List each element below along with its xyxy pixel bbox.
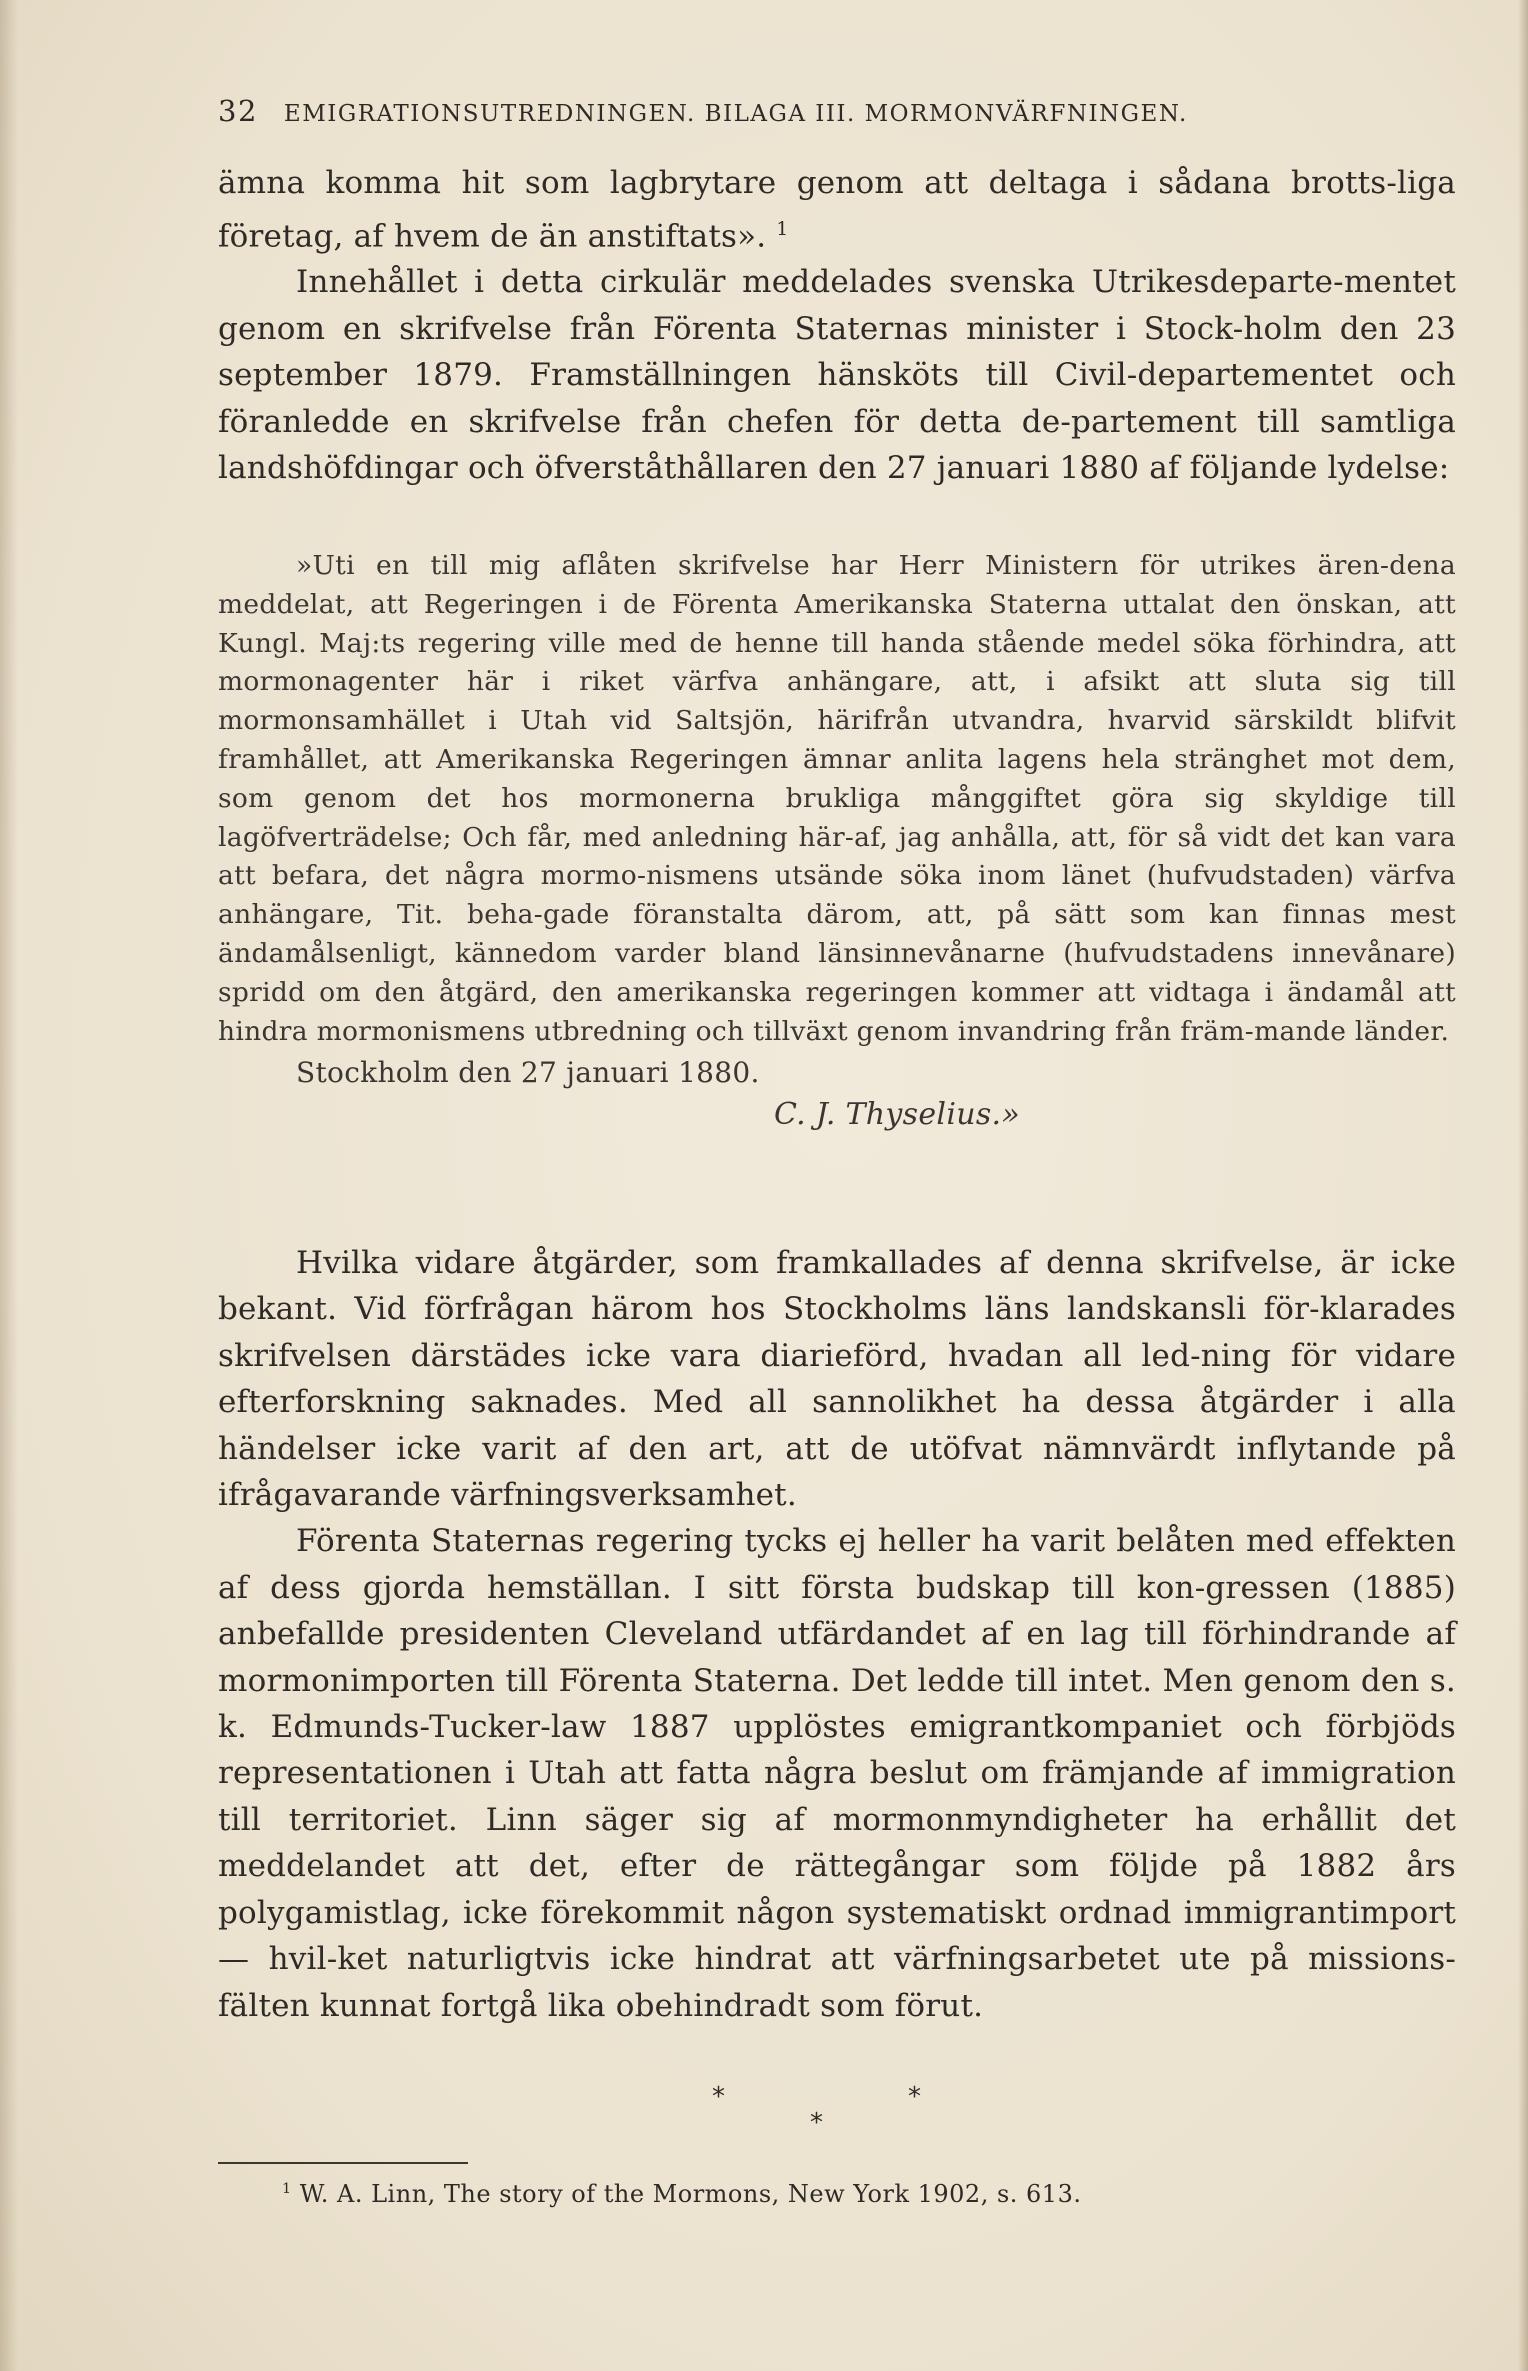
page-number: 32 xyxy=(218,94,258,128)
paragraph: Förenta Staternas regering tycks ej heller ha varit belåten med effekten af dess gjorda hemställan. I sitt första budskap till kon-gressen (1885) anbefallde presidenten Cleveland utfärdandet af en lag till förhindrande af mormonimporten till Förenta Staterna. Det ledde till intet. Men genom den s. k. Edmunds-Tucker-law 1887 upplöstes emigrantkompaniet och förbjöds representationen i Utah att fatta några beslut om främjande af immigration till territoriet. Linn säger sig af mormonmyndigheter ha erhållit det meddelandet att det, efter de rättegångar som följde på 1882 års polygamistlag, icke förekommit någon systematiskt ordnad immigrantimport — hvil-ket naturligtvis icke hindrat att värfningsarbetet ute på missions-fälten kunnat fortgå lika obehindradt som förut. xyxy=(218,1523,1456,2024)
signature: C. J. Thyselius.» xyxy=(773,1097,1021,1133)
place-date: Stockholm den 27 januari 1880. xyxy=(296,1056,760,1090)
running-header xyxy=(218,94,1456,134)
footnote-text: W. A. Linn, The story of the Mormons, New York 1902, s. 613. xyxy=(299,2180,1082,2208)
quoted-letter xyxy=(218,547,1456,1137)
quoted-text: »Uti en till mig aflåten skrifvelse har Herr Ministern för utrikes ären-dena meddelat, att Regeringen i de Förenta Amerikanska Staterna uttalat den önskan, att Kungl. Maj:ts regering ville med de henne till handa stående medel söka förhindra, att mormonagenter här i riket värfva anhängare, att, i afsikt att sluta sig till mormonsamhället i Utah vid Saltsjön, härifrån utvandra, hvarvid särskildt blifvit framhållet, att Amerikanska Regeringen ämnar anlita lagens hela stränghet mot dem, som genom det hos mormonerna brukliga månggiftet göra sig skyldige till lagöfverträdelse; Och får, med anledning här-af, jag anhålla, att, för så vidt det kan vara att befara, det några mormo-nismens utsände söka inom länet (hufvudstaden) värfva anhängare, Tit. beha-gade föranstalta därom, att, på sätt som kan finnas mest ändamålsenligt, kännedom varder bland länsinnevånarne (hufvudstadens innevånare) spridd om den åtgärd, den amerikanska regeringen kommer att vidtaga i ändamål att hindra mormonismens utbredning och tillväxt genom invandring från främ-mande länder. xyxy=(218,550,1456,1047)
footnote xyxy=(282,2180,1081,2208)
section-break xyxy=(0,2082,1528,2142)
paragraph-text: ämna komma hit som lagbrytare genom att deltaga i sådana brotts-liga företag, af hvem de än anstiftats». xyxy=(218,165,1456,254)
paragraph: Hvilka vidare åtgärder, som framkallades af denna skrifvelse, är icke bekant. Vid förfrågan härom hos Stockholms läns landskansli för-klarades skrifvelsen därstädes icke vara diarieförd, hvadan all led-ning för vidare efterforskning saknades. Med all sannolikhet ha dessa åtgärder i alla händelser icke varit af den art, att de utöfvat nämnvärdt inflytande på ifrågavarande värfningsverksamhet. xyxy=(218,1245,1456,1514)
paragraph-continued xyxy=(218,160,1456,259)
section-star: * xyxy=(712,2082,725,2112)
footnote-rule xyxy=(218,2162,468,2164)
body-text-bottom xyxy=(218,1240,1456,2029)
body-text-top xyxy=(218,160,1456,492)
footnote-marker: 1 xyxy=(282,2181,292,2197)
section-star: * xyxy=(908,2082,921,2112)
footnote-reference: 1 xyxy=(776,218,789,240)
running-title: EMIGRATIONSUTREDNINGEN. BILAGA III. MORMONVÄRFNINGEN. xyxy=(283,101,1188,127)
section-star: * xyxy=(810,2108,823,2138)
paragraph: Innehållet i detta cirkulär meddelades svenska Utrikesdeparte-mentet genom en skrifvelse från Förenta Staternas minister i Stock-holm den 23 september 1879. Framställningen hänsköts till Civil-departementet och föranledde en skrifvelse från chefen för detta de-partement till samtliga landshöfdingar och öfverståthållaren den 27 januari 1880 af följande lydelse: xyxy=(218,264,1456,487)
page-edge-right xyxy=(1518,0,1528,2371)
page-edge-left xyxy=(0,0,18,2371)
